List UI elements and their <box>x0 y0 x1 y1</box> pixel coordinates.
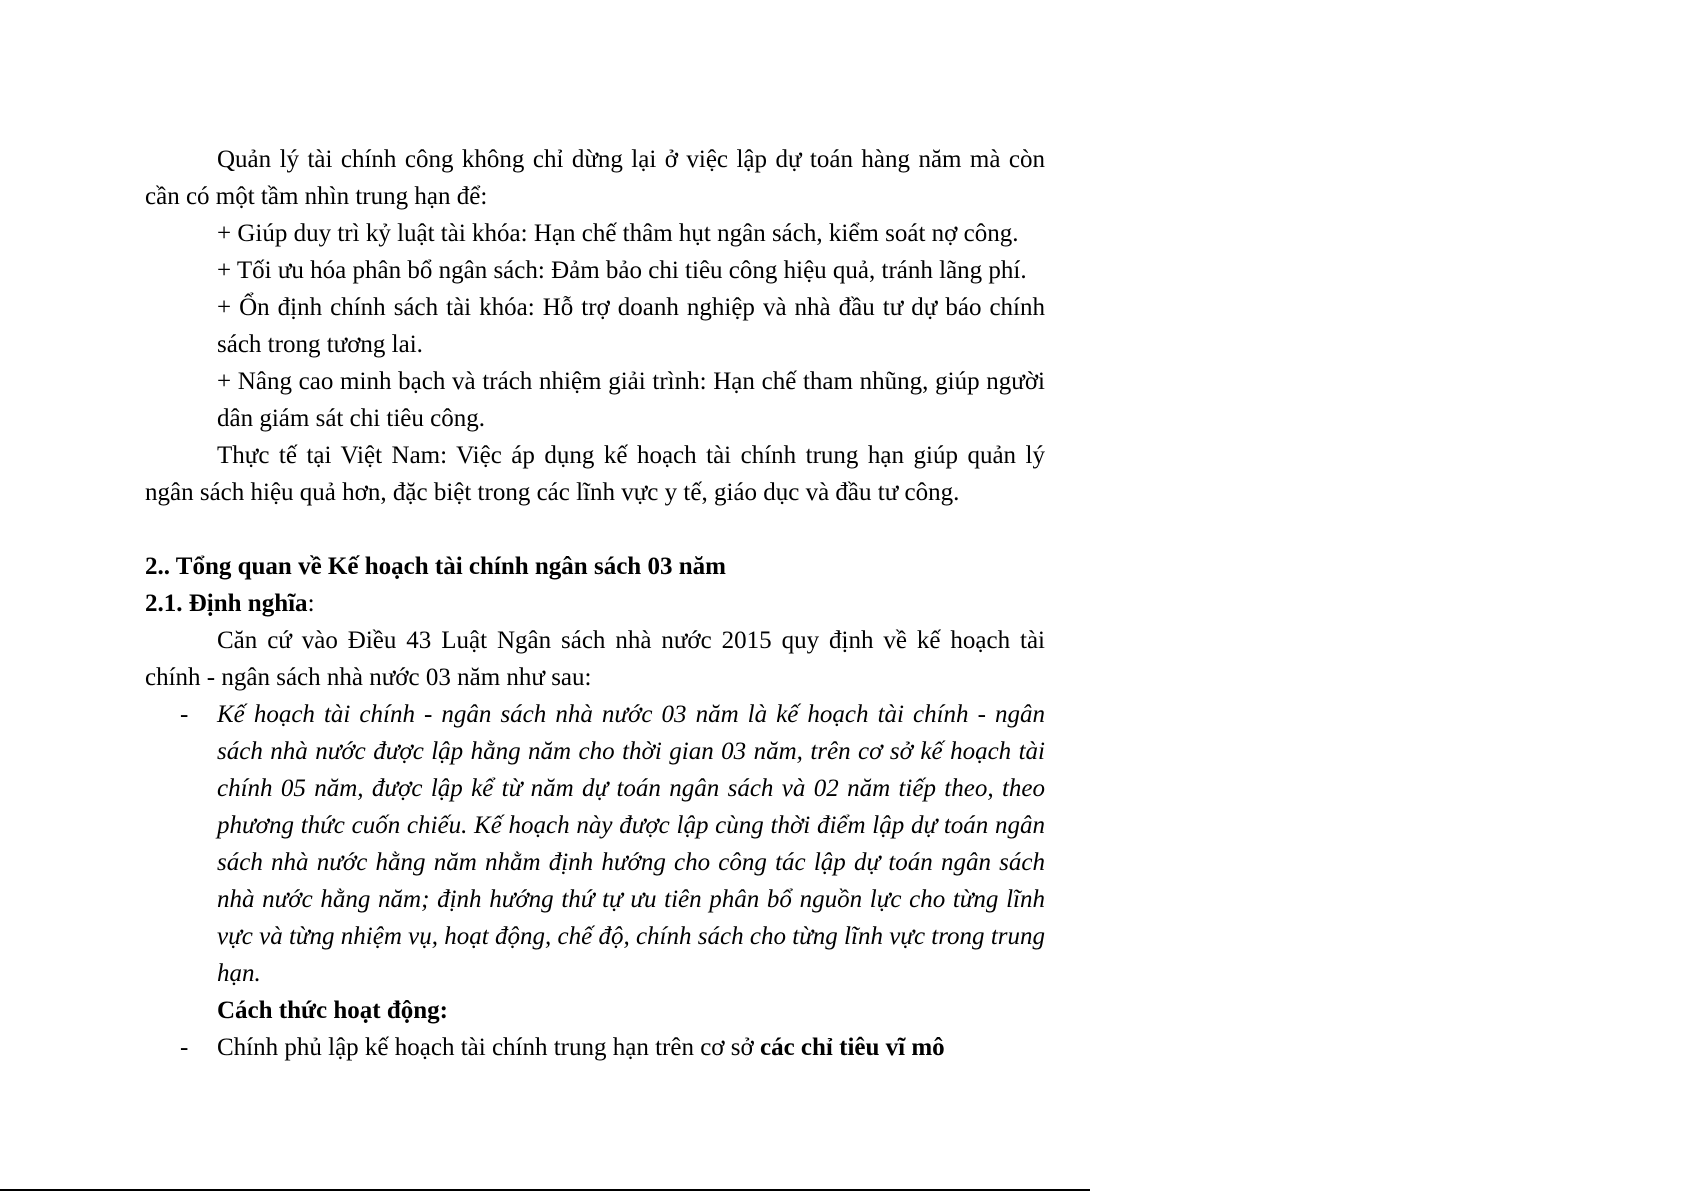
operation-text-bold: các chỉ tiêu vĩ mô <box>759 1034 945 1061</box>
law-paragraph: Căn cứ vào Điều 43 Luật Ngân sách nhà nước 2015 quy định về kế hoạch tài chính - ngân sách nhà nước 03 năm như sau: <box>145 627 1045 691</box>
benefit-item: + Nâng cao minh bạch và trách nhiệm giải trình: Hạn chế tham nhũng, giúp người dân giám sát chi tiêu công. <box>217 368 1045 432</box>
document-page <box>145 141 1045 1066</box>
vietnam-paragraph: Thực tế tại Việt Nam: Việc áp dụng kế hoạch tài chính trung hạn giúp quản lý ngân sách hiệu quả hơn, đặc biệt trong các lĩnh vực y tế, giáo dục và đầu tư công. <box>145 442 1045 506</box>
operation-item <box>145 1029 1045 1066</box>
benefit-item: + Tối ưu hóa phân bổ ngân sách: Đảm bảo chi tiêu công hiệu quả, tránh lãng phí. <box>217 257 1027 284</box>
section-heading-2: 2.. Tổng quan về Kế hoạch tài chính ngân sách 03 năm <box>145 553 726 580</box>
intro-paragraph: Quản lý tài chính công không chỉ dừng lại ở việc lập dự toán hàng năm mà còn cần có một tầm nhìn trung hạn để: <box>145 146 1045 210</box>
spacer <box>145 511 1045 548</box>
dash-bullet: - <box>180 1034 189 1061</box>
heading-2-1-colon: : <box>307 590 315 617</box>
definition-text: Kế hoạch tài chính - ngân sách nhà nước 03 năm là kế hoạch tài chính - ngân sách nhà nước được lập hằng năm cho thời gian 03 năm, trên cơ sở kế hoạch tài chính 05 năm, được lập kể từ năm dự toán ngân sách và 02 năm tiếp theo, theo phương thức cuốn chiếu. Kế hoạch này được lập cùng thời điểm lập dự toán ngân sách nhà nước hằng năm nhằm định hướng cho công tác lập dự toán ngân sách nhà nước hằng năm; định hướng thứ tự ưu tiên phân bổ nguồn lực cho từng lĩnh vực và từng nhiệm vụ, hoạt động, chế độ, chính sách cho từng lĩnh vực trong trung hạn. <box>217 701 1045 987</box>
section-heading-2-1 <box>145 585 1045 622</box>
operation-heading: Cách thức hoạt động: <box>217 997 448 1024</box>
operation-text: Chính phủ lập kế hoạch tài chính trung hạn trên cơ sở <box>217 1034 760 1061</box>
heading-2-1-text: 2.1. Định nghĩa <box>145 590 308 617</box>
benefit-item: + Ổn định chính sách tài khóa: Hỗ trợ doanh nghiệp và nhà đầu tư dự báo chính sách trong tương lai. <box>217 294 1045 358</box>
definition-item <box>145 696 1045 992</box>
benefit-item: + Giúp duy trì kỷ luật tài khóa: Hạn chế thâm hụt ngân sách, kiểm soát nợ công. <box>217 220 1019 247</box>
dash-bullet: - <box>180 701 189 728</box>
